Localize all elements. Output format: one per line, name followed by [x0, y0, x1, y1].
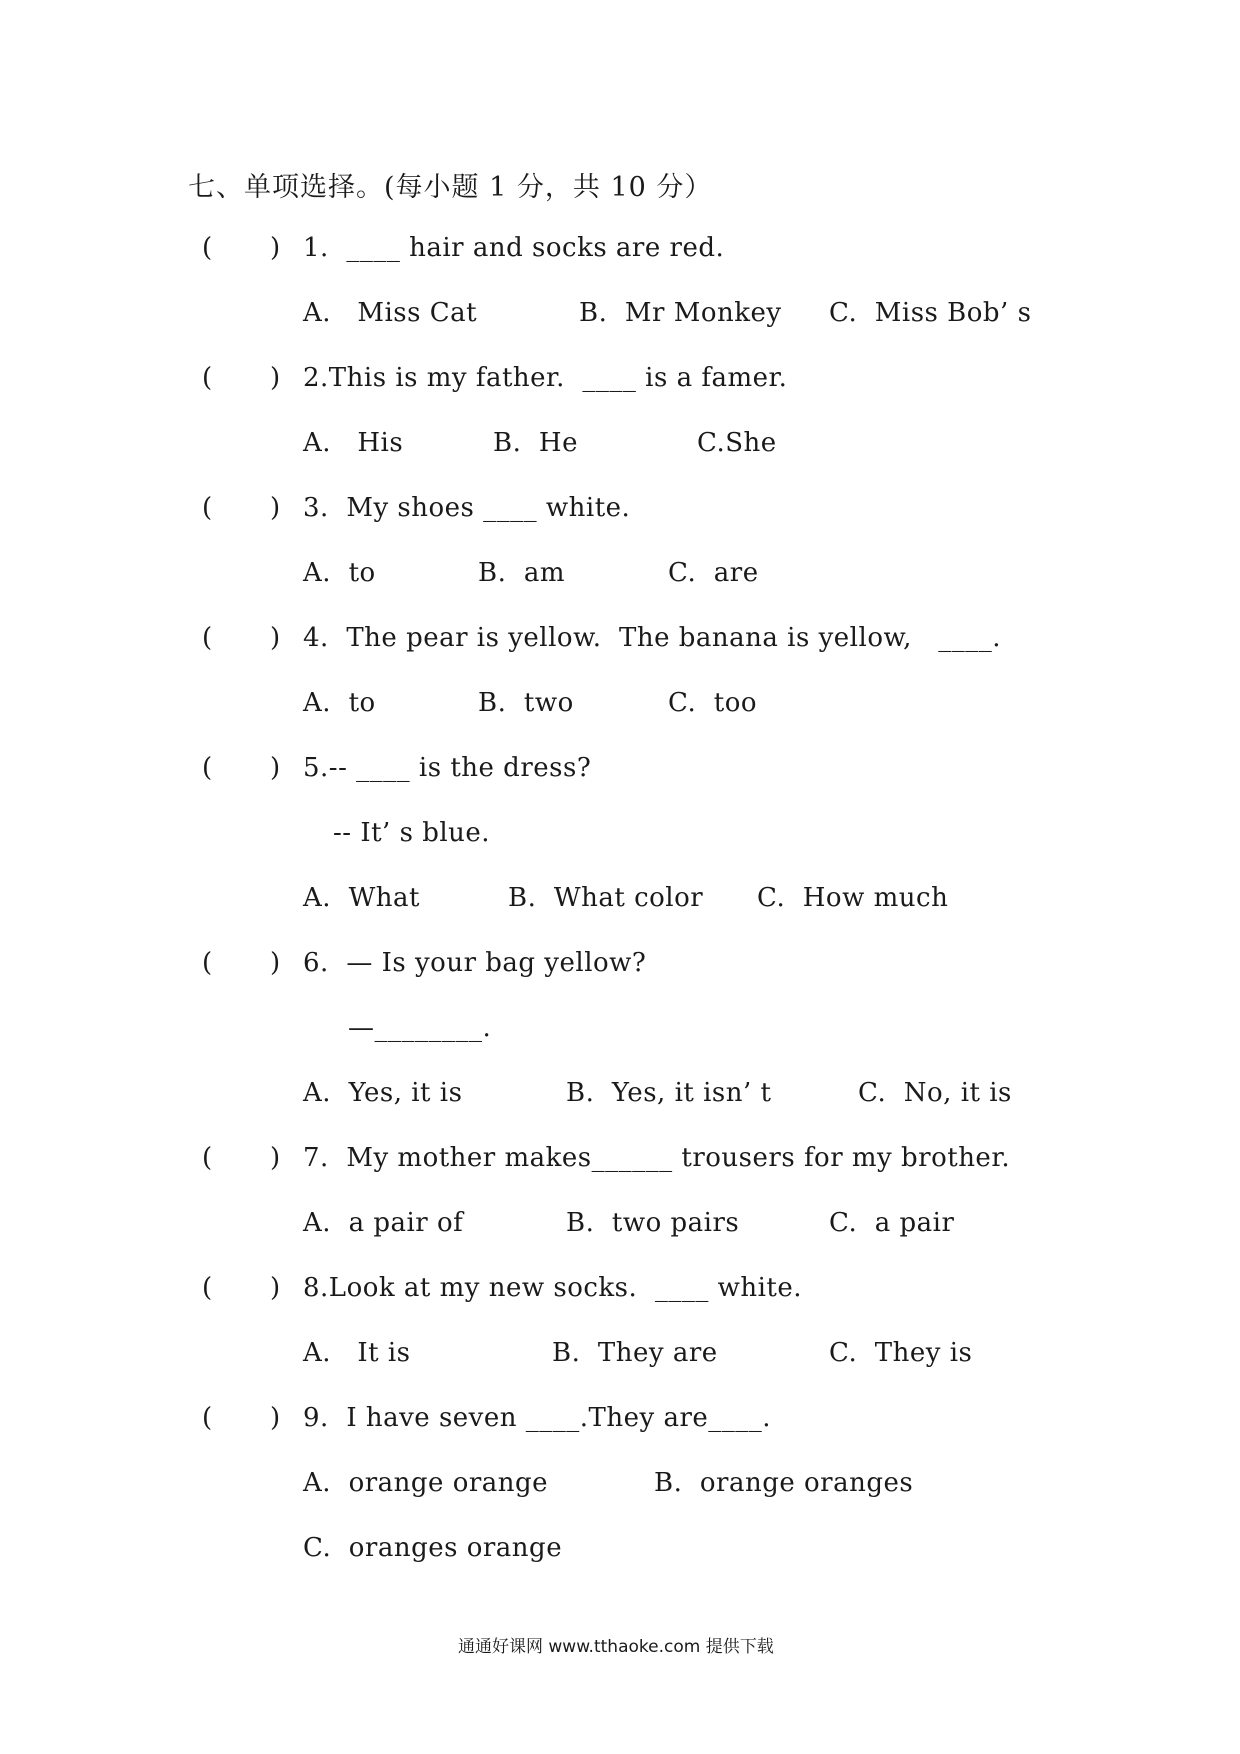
option-a: A. Miss Cat: [303, 298, 478, 328]
option-b: B. What color: [508, 883, 704, 913]
answer-paren: ( ): [202, 623, 281, 653]
question-stem: 6. — Is your bag yellow?: [303, 948, 647, 978]
answer-paren: ( ): [202, 948, 281, 978]
option-c: C. How much: [757, 883, 949, 913]
answer-paren: ( ): [202, 1403, 281, 1433]
question-stem: 3. My shoes ____ white.: [303, 493, 631, 523]
answer-paren: ( ): [202, 363, 281, 393]
question-stem: 4. The pear is yellow. The banana is yellow, ____.: [303, 623, 1001, 653]
option-c: C. No, it is: [858, 1078, 1012, 1108]
question-sub-line: -- It’ s blue.: [333, 818, 491, 848]
option-c: C. a pair: [829, 1208, 955, 1238]
option-b: B. He: [493, 428, 578, 458]
option-b: B. two: [478, 688, 574, 718]
question-stem: 1. ____ hair and socks are red.: [303, 233, 725, 263]
option-a: A. to: [303, 688, 376, 718]
option-c: C. Miss Bob’ s: [829, 298, 1032, 328]
option-a: A. His: [303, 428, 404, 458]
option-b: B. am: [478, 558, 566, 588]
option-a: A. Yes, it is: [303, 1078, 463, 1108]
option-b: B. Yes, it isn’ t: [566, 1078, 772, 1108]
answer-paren: ( ): [202, 753, 281, 783]
option-a: A. to: [303, 558, 376, 588]
option-b: B. two pairs: [566, 1208, 740, 1238]
option-b: B. Mr Monkey: [579, 298, 782, 328]
footer-source-note: 通通好课网 www.tthaoke.com 提供下载: [458, 1637, 774, 1657]
answer-paren: ( ): [202, 233, 281, 263]
option-a: A. orange orange: [303, 1468, 549, 1498]
answer-blank-line: —________.: [348, 1013, 492, 1043]
option-c: C. too: [668, 688, 758, 718]
option-a: A. a pair of: [303, 1208, 464, 1238]
question-stem: 8.Look at my new socks. ____ white.: [303, 1273, 802, 1303]
option-b: B. orange oranges: [654, 1468, 914, 1498]
option-a: A. It is: [303, 1338, 411, 1368]
option-a: A. What: [303, 883, 420, 913]
question-stem: 7. My mother makes______ trousers for my brother.: [303, 1143, 1011, 1173]
option-c: C. They is: [829, 1338, 973, 1368]
option-c: C. oranges orange: [303, 1533, 563, 1563]
option-c: C. are: [668, 558, 759, 588]
option-b: B. They are: [552, 1338, 718, 1368]
section-heading: 七、单项选择。(每小题 1 分，共 10 分）: [188, 172, 713, 203]
question-stem: 2.This is my father. ____ is a famer.: [303, 363, 788, 393]
question-stem: 5.-- ____ is the dress?: [303, 753, 592, 783]
option-c: C.She: [697, 428, 777, 458]
question-stem: 9. I have seven ____.They are____.: [303, 1403, 772, 1433]
answer-paren: ( ): [202, 493, 281, 523]
answer-paren: ( ): [202, 1143, 281, 1173]
answer-paren: ( ): [202, 1273, 281, 1303]
